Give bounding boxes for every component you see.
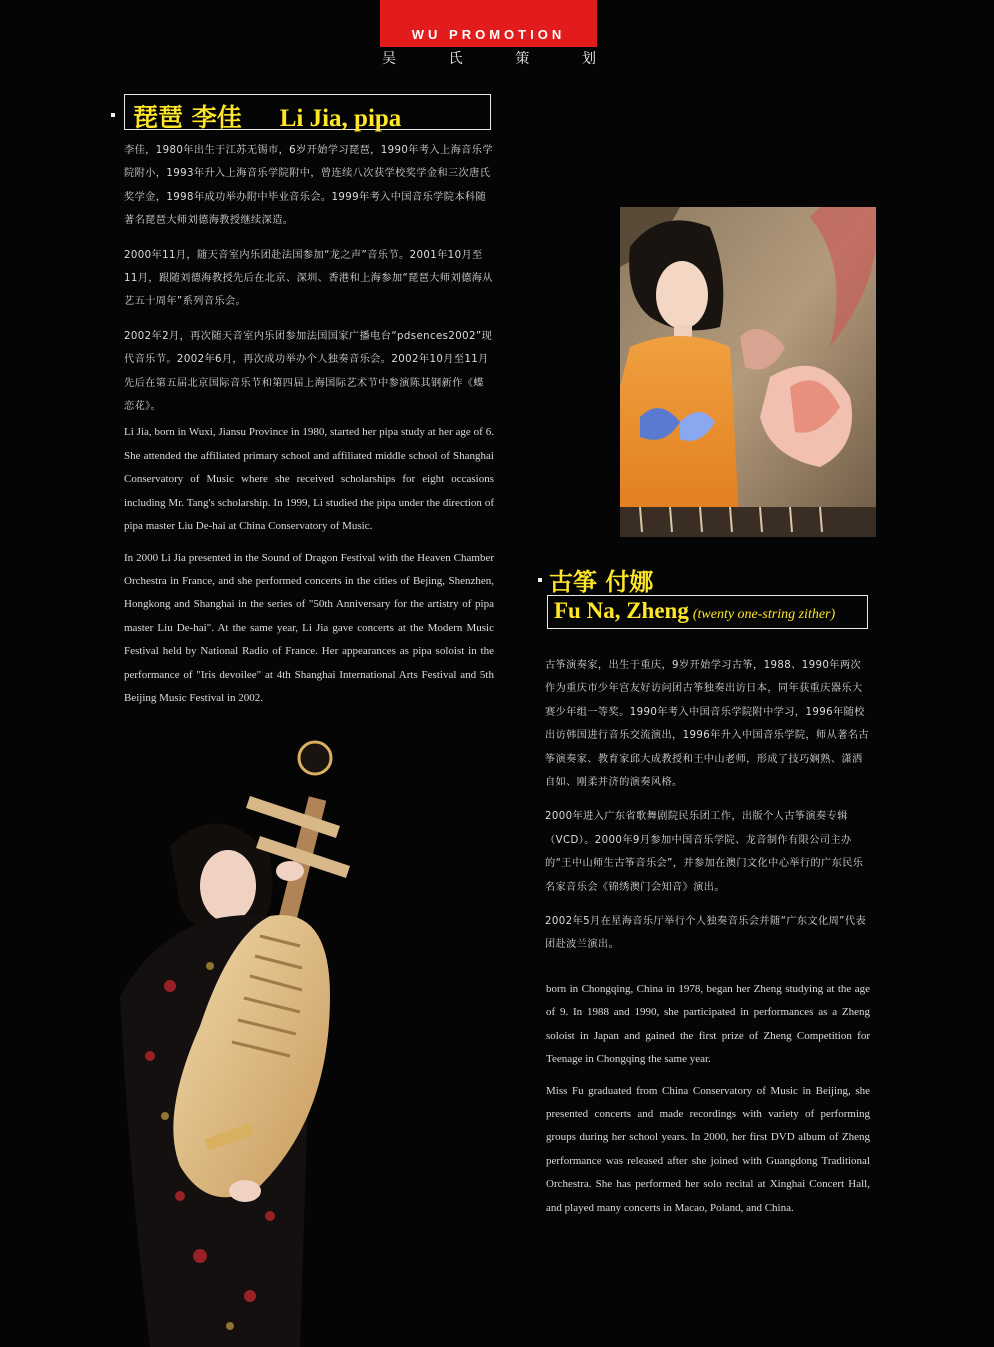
fu-na-en-paragraph: born in Chongqing, China in 1978, began her Zheng studying at the age of 9. In 1988 and 1990, she participated in performances as a Zheng soloist in Japan and gained the first prize of Zheng Competition for Teenage in Chongqing the same year. — [546, 983, 870, 1066]
brand-banner — [380, 0, 597, 47]
li-jia-en-paragraph: In 2000 Li Jia presented in the Sound of Dragon Festival with the Heaven Chamber Orchestra in France, and she performed concerts in the cities of Bejing, Shenzhen, Hongkong and Shanghai in the series of "50th Anniversary for the artistry of pipa master Liu De-hai". At the same year, Li Jia gave concerts at the Modern Music Festival held by National Radio of France. Her appearances as pipa soloist in the performance of "Iris devoilee" at 4th Shanghai International Arts Festival and 5th Beijing Music Festival in 2002. — [124, 551, 494, 704]
fu-na-title — [547, 595, 868, 629]
bullet-dot — [538, 578, 542, 582]
li-jia-title-en: Li Jia, pipa — [279, 105, 402, 132]
fu-na-cn-paragraph: 2002年5月在星海音乐厅举行个人独奏音乐会并随“广东文化周”代表团赴波兰演出。 — [545, 916, 867, 951]
fu-na-title-cn: 古筝 付娜 — [549, 567, 654, 596]
brand-char: 划 — [581, 51, 596, 67]
fu-na-en-paragraph: Miss Fu graduated from China Conservatory of Music in Beijing, she presented concerts and made recordings with variety of performing groups during her school years. In 2000, her first DVD album of Zheng performance was released after she joined with Guangdong Traditional Orchestra. She has performed her solo recital at Xinghai Concert Hall, and played many concerts in Macao, Poland, and China. — [546, 1084, 870, 1214]
fu-na-title-en: Fu Na, Zheng — [554, 598, 689, 623]
bullet-dot — [111, 113, 115, 117]
fu-na-biography-cn — [545, 654, 869, 968]
li-jia-title-cn: 琵琶 李佳 — [133, 103, 242, 132]
li-jia-cn-paragraph: 2000年11月，随天音室内乐团赴法国参加“龙之声”音乐节。2001年10月至11月，跟随刘德海教授先后在北京、深圳、香港和上海参加“琵琶大师刘德海从艺五十周年”系列音乐会。 — [124, 249, 493, 308]
brand-name-cn — [382, 48, 596, 68]
brand-name-en: WU PROMOTION — [411, 27, 566, 42]
fu-na-cn-paragraph: 古筝演奏家，出生于重庆，9岁开始学习古筝，1988、1990年两次作为重庆市少年宫友好访问团古筝独奏出访日本，同年获重庆器乐大赛少年组一等奖。1990年考入中国音乐学院附中学习，1996年随校出访韩国进行音乐交流演出，1996年升入中国音乐学院，师从著名古筝演奏家、教育家邱大成教授和王中山老师，形成了技巧娴熟、潇洒自如、刚柔并济的演奏风格。 — [545, 660, 869, 789]
li-jia-biography — [124, 139, 494, 718]
brand-char: 吴 — [382, 51, 396, 67]
li-jia-portrait-illustration — [110, 736, 410, 1347]
li-jia-photo — [110, 736, 410, 1347]
li-jia-cn-paragraph: 李佳，1980年出生于江苏无锡市，6岁开始学习琵琶，1990年考入上海音乐学院附小，1993年升入上海音乐学院附中，曾连续八次获学校奖学金和三次唐氏奖学金，1998年成功举办附中毕业音乐会。1999年考入中国音乐学院本科随著名琵琶大师刘德海教授继续深造。 — [124, 145, 493, 227]
fu-na-biography-en — [546, 978, 870, 1228]
li-jia-en-paragraph: Li Jia, born in Wuxi, Jiansu Province in 1980, started her pipa study at her age of 6. She attended the affiliated primary school and affiliated middle school of Shanghai Conservatory of Music where she received scholarships for eight occasions including Mr. Tang's scholarship. In 1999, Li studied the pipa under the direction of pipa master Liu De-hai at China Conservatory of Music. — [124, 426, 494, 533]
fu-na-portrait-illustration — [620, 207, 876, 537]
li-jia-cn-paragraph: 2002年2月，再次随天音室内乐团参加法国国家广播电台“pdsences2002”现代音乐节。2002年6月，再次成功举办个人独奏音乐会。2002年10月至11月先后在第五届北京国际音乐节和第四届上海国际艺术节中参演陈其钢新作《蝶恋花》。 — [124, 330, 493, 413]
fu-na-photo — [620, 207, 876, 537]
brand-char: 氏 — [448, 51, 463, 67]
brand-char: 策 — [515, 51, 530, 67]
li-jia-title — [124, 94, 491, 130]
fu-na-cn-paragraph: 2000年进入广东省歌舞剧院民乐团工作，出版个人古筝演奏专辑（VCD）。2000年9月参加中国音乐学院、龙音制作有限公司主办的“王中山师生古筝音乐会”，并参加在澳门文化中心举行的广东民乐名家音乐会《锦绣澳门会知音》演出。 — [545, 811, 864, 893]
fu-na-title-sub: (twenty one-string zither) — [692, 607, 836, 622]
